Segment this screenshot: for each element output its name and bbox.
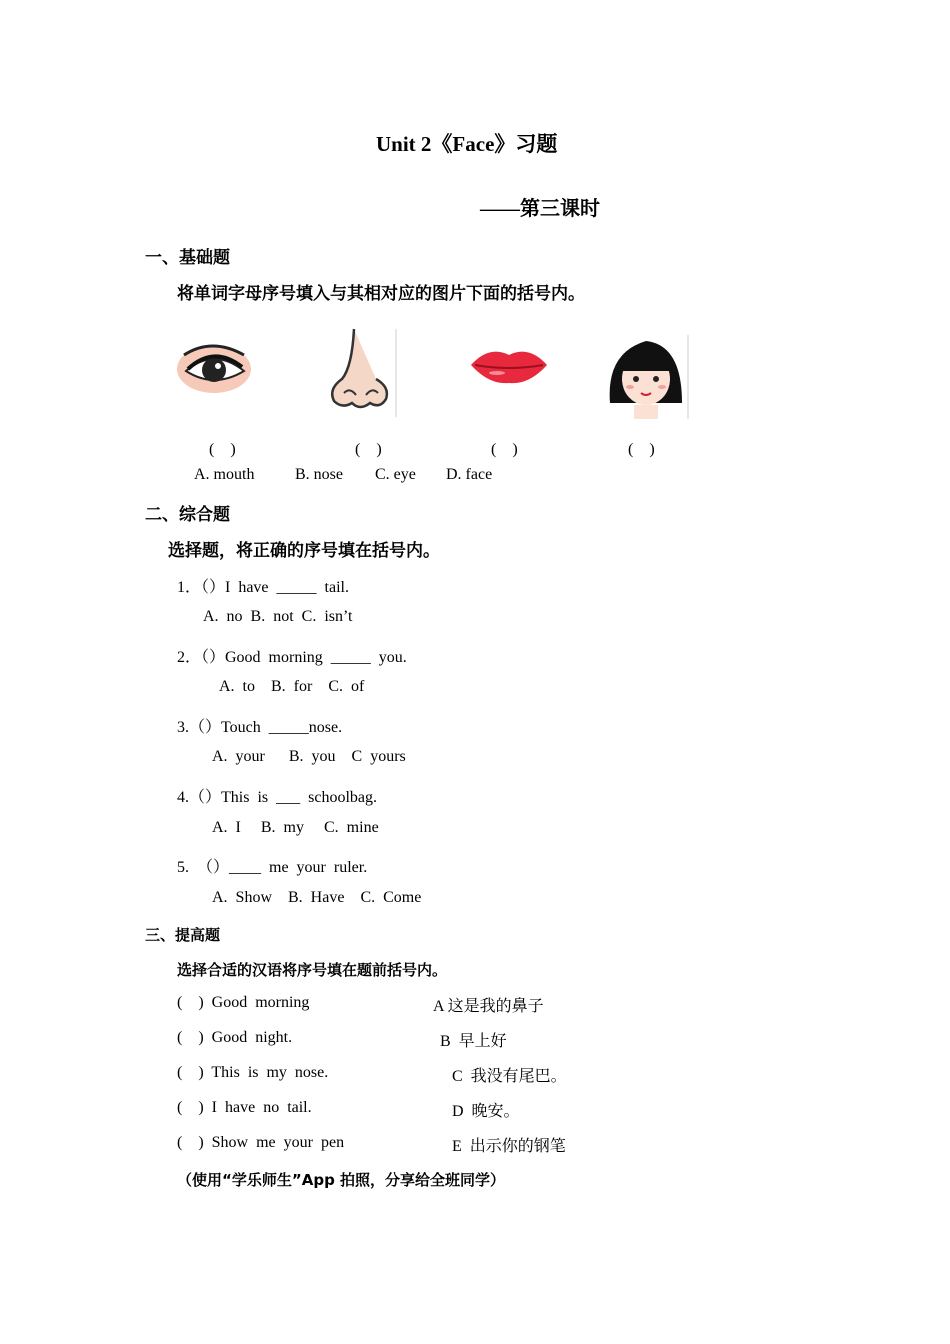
match-left-3: ( ) This is my nose. [177,1064,329,1081]
nose-icon [322,327,398,419]
page-subtitle: ——第三课时 [480,198,600,220]
mouth-icon [469,343,549,387]
match-left-2: ( ) Good night. [177,1029,293,1046]
option-c: C. eye [375,466,416,483]
bracket-mouth[interactable]: ( ) [491,441,518,458]
face-icon [604,333,690,419]
bracket-nose[interactable]: ( ) [355,441,382,458]
match-right-5: E 出示你的钢笔 [452,1138,566,1155]
question-3: 3.（）Touch _____nose. [177,719,343,736]
page-title: Unit 2《Face》习题 [376,132,558,156]
section1-instruction: 将单词字母序号填入与其相对应的图片下面的括号内。 [177,284,585,304]
question-1-options: A. no B. not C. isn’t [203,608,353,625]
question-2: 2．（）Good morning _____ you. [177,649,407,666]
question-2-options: A. to B. for C. of [219,678,365,695]
option-d: D. face [446,466,493,483]
question-1: 1．（）I have _____ tail. [177,579,349,596]
eye-icon [176,333,252,395]
match-right-3: C 我没有尾巴。 [452,1068,567,1085]
section3-instruction: 选择合适的汉语将序号填在题前括号内。 [177,961,448,979]
question-5-options: A. Show B. Have C. Come [212,889,422,906]
bracket-eye[interactable]: ( ) [209,441,236,458]
section2-instruction: 选择题，将正确的序号填在括号内。 [168,541,440,561]
option-b: B. nose [295,466,343,483]
match-left-5: ( ) Show me your pen [177,1134,345,1151]
match-left-1: ( ) Good morning [177,994,310,1011]
footer-note: （使用“学乐师生”App 拍照，分享给全班同学） [177,1171,506,1189]
question-3-options: A. your B. you C yours [212,748,406,765]
section1-heading: 一、基础题 [145,248,230,268]
question-5: 5. （）____ me your ruler. [177,859,368,876]
bracket-face[interactable]: ( ) [628,441,655,458]
question-4: 4.（）This is ___ schoolbag. [177,789,377,806]
section2-heading: 二、综合题 [145,505,230,525]
match-right-1: A 这是我的鼻子 [433,998,544,1015]
match-right-2: B 早上好 [440,1033,507,1050]
section3-heading: 三、提高题 [145,926,221,944]
match-left-4: ( ) I have no tail. [177,1099,312,1116]
question-4-options: A. I B. my C. mine [212,819,379,836]
option-a: A. mouth [194,466,255,483]
match-right-4: D 晚安。 [452,1103,520,1120]
